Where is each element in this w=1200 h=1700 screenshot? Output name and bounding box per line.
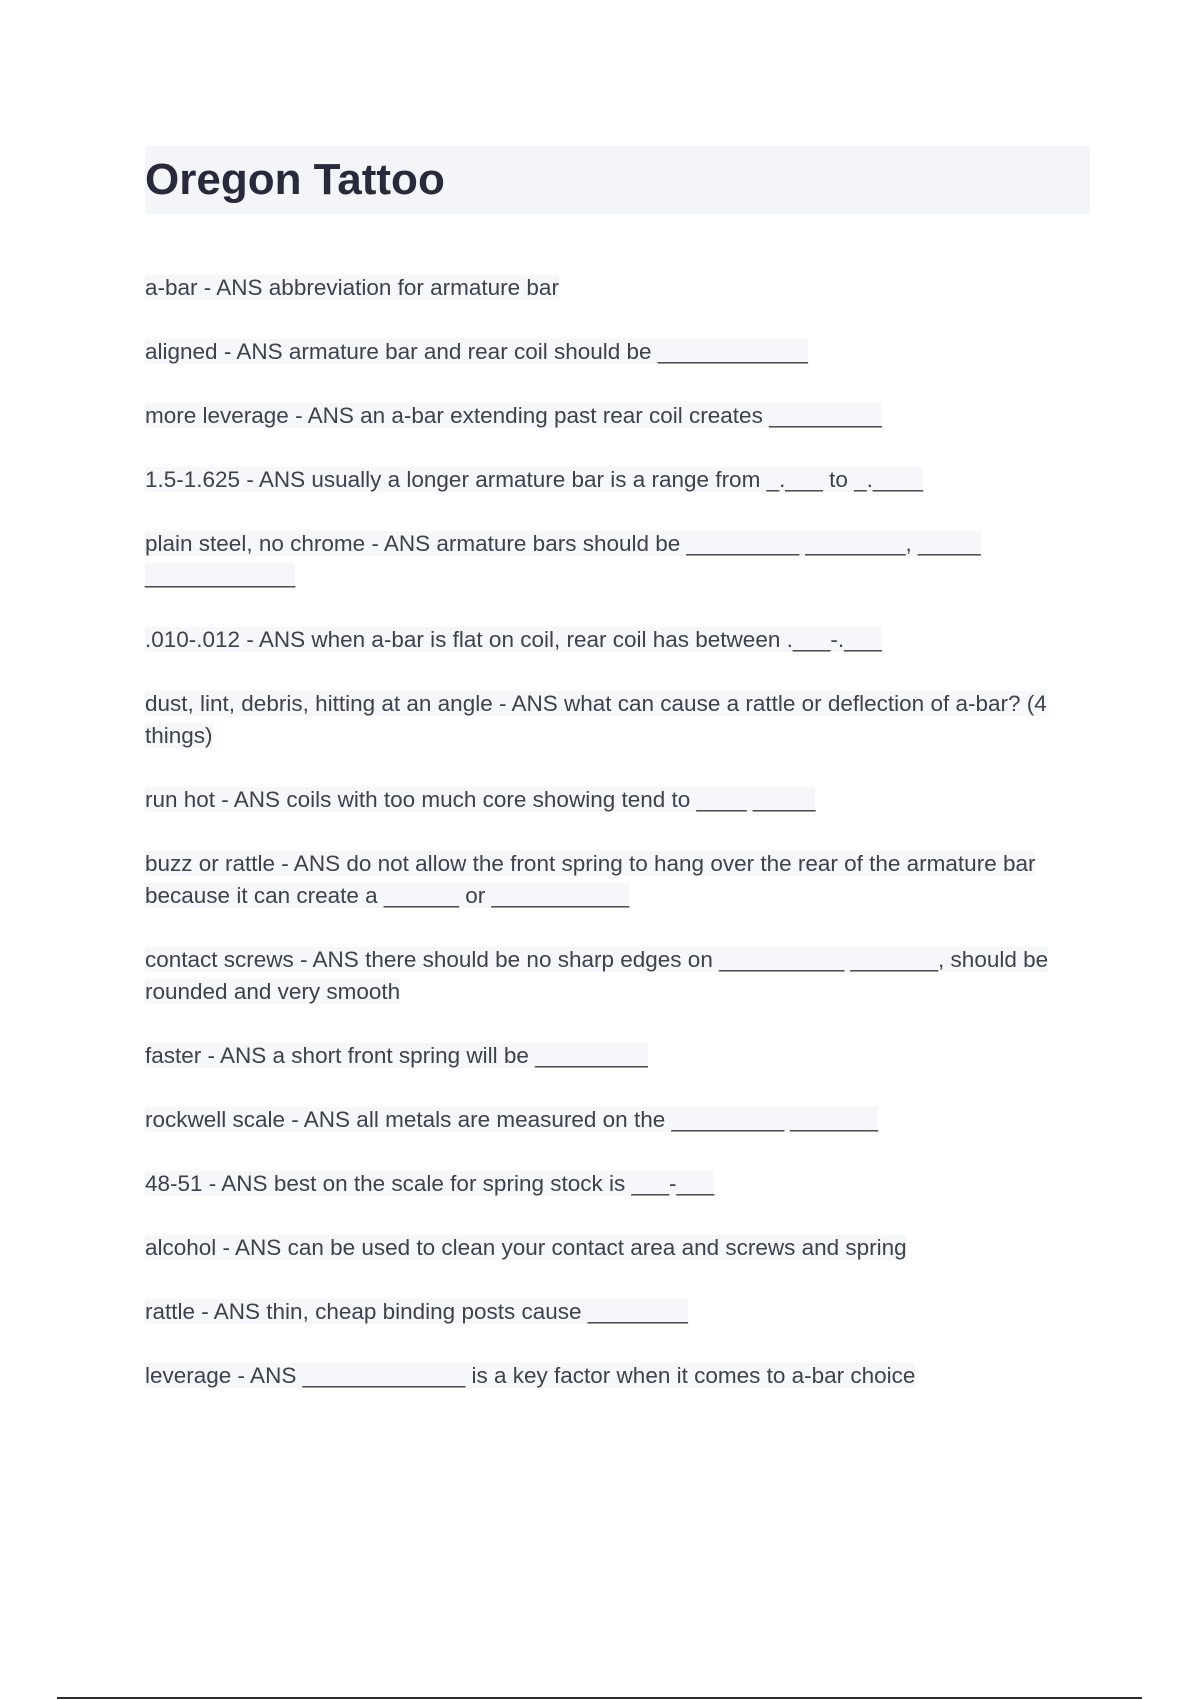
- flashcard-item: [145, 400, 1090, 432]
- flashcard-text: rattle - ANS thin, cheap binding posts cause ________: [145, 1299, 688, 1324]
- flashcard-item: [145, 1232, 1090, 1264]
- flashcard-item: [145, 528, 1090, 592]
- flashcard-item: [145, 784, 1090, 816]
- flashcard-text: alcohol - ANS can be used to clean your contact area and screws and spring: [145, 1235, 907, 1260]
- flashcard-item: [145, 688, 1090, 752]
- flashcard-text: contact screws - ANS there should be no sharp edges on __________ _______, should be rounded and very smooth: [145, 947, 1049, 1004]
- flashcard-item: [145, 848, 1090, 912]
- flashcard-item: [145, 624, 1090, 656]
- flashcard-text: dust, lint, debris, hitting at an angle - ANS what can cause a rattle or deflection of a-bar? (4 things): [145, 691, 1047, 748]
- flashcard-text: faster - ANS a short front spring will be _________: [145, 1043, 648, 1068]
- flashcard-item: [145, 1296, 1090, 1328]
- flashcard-text: leverage - ANS _____________ is a key factor when it comes to a-bar choice: [145, 1363, 916, 1388]
- flashcard-list: [145, 272, 1090, 1424]
- title-banner: [145, 146, 1090, 214]
- flashcard-item: [145, 1168, 1090, 1200]
- flashcard-text: 1.5-1.625 - ANS usually a longer armature bar is a range from _.___ to _.____: [145, 467, 923, 492]
- flashcard-text: more leverage - ANS an a-bar extending past rear coil creates _________: [145, 403, 882, 428]
- flashcard-text: .010-.012 - ANS when a-bar is flat on coil, rear coil has between .___-.___: [145, 627, 882, 652]
- flashcard-text: aligned - ANS armature bar and rear coil should be ____________: [145, 339, 808, 364]
- flashcard-item: [145, 1104, 1090, 1136]
- flashcard-item: [145, 272, 1090, 304]
- flashcard-item: [145, 1360, 1090, 1392]
- flashcard-text: plain steel, no chrome - ANS armature bars should be _________ ________, _____ ____________: [145, 531, 981, 588]
- page-title: Oregon Tattoo: [145, 155, 445, 204]
- flashcard-text: run hot - ANS coils with too much core showing tend to ____ _____: [145, 787, 816, 812]
- flashcard-item: [145, 464, 1090, 496]
- flashcard-item: [145, 336, 1090, 368]
- flashcard-text: buzz or rattle - ANS do not allow the front spring to hang over the rear of the armature bar because it can create a ______ or ___________: [145, 851, 1036, 908]
- flashcard-text: rockwell scale - ANS all metals are measured on the _________ _______: [145, 1107, 878, 1132]
- flashcard-item: [145, 944, 1090, 1008]
- flashcard-text: 48-51 - ANS best on the scale for spring stock is ___-___: [145, 1171, 715, 1196]
- flashcard-text: a-bar - ANS abbreviation for armature bar: [145, 275, 559, 300]
- flashcard-item: [145, 1040, 1090, 1072]
- footer-divider: [57, 1697, 1142, 1699]
